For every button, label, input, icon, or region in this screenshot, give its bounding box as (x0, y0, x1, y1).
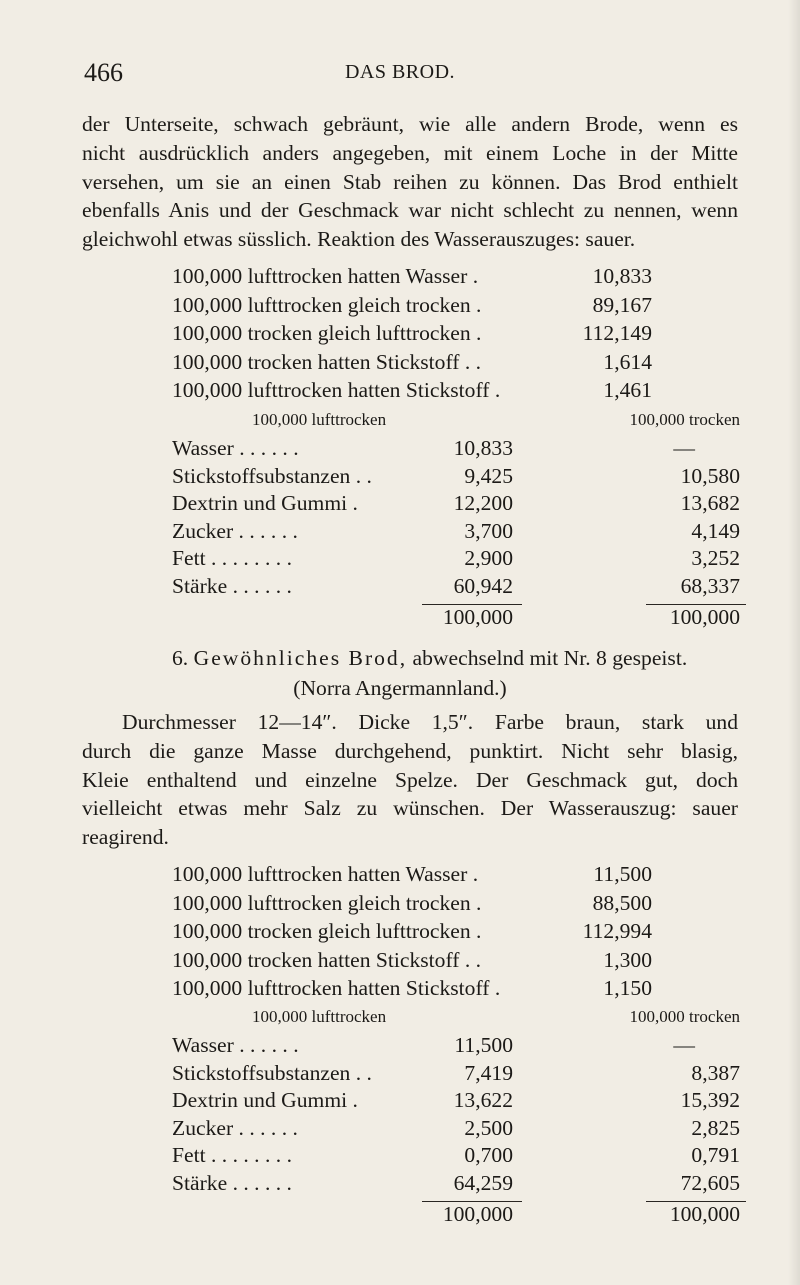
section-heading (172, 646, 687, 671)
value-trocken: 10,580 (680, 463, 740, 488)
values-row (172, 860, 652, 889)
section-title-rest: abwechselnd mit Nr. 8 gespeist. (412, 646, 688, 670)
value-lufttrocken: 12,200 (453, 491, 513, 515)
value-trocken: — (673, 436, 695, 460)
composition-table-2 (172, 1007, 740, 1232)
values-row (172, 946, 652, 975)
row-label: Wasser . . . . . . (172, 1033, 299, 1057)
values-label: 100,000 trocken gleich lufttrocken . (172, 321, 482, 346)
values-label: 100,000 lufttrocken gleich trocken . (172, 890, 482, 915)
values-row (172, 376, 652, 405)
values-row (172, 319, 652, 348)
column-header-trocken: 100,000 trocken (629, 410, 740, 429)
value-trocken: 68,337 (680, 573, 740, 598)
composition-row (172, 436, 740, 464)
values-table-2 (172, 860, 652, 1003)
composition-row (172, 491, 740, 519)
column-header-lufttrocken: 100,000 lufttrocken (252, 1007, 387, 1026)
text-line: Kleie enthaltend und einzelne Spelze. Der Geschmack gut, doch (82, 767, 738, 792)
row-label: Dextrin und Gummi . (172, 1088, 358, 1112)
page-edge-shadow (788, 0, 800, 1285)
value-lufttrocken: 60,942 (453, 573, 513, 598)
section-paragraph (82, 708, 738, 852)
values-number: 112,994 (582, 919, 652, 944)
row-label: Stärke . . . . . . (172, 1170, 292, 1195)
row-label: Wasser . . . . . . (172, 436, 299, 460)
values-number: 1,300 (603, 947, 652, 972)
value-trocken: 13,682 (680, 491, 740, 515)
value-lufttrocken: 64,259 (453, 1170, 513, 1195)
composition-row (172, 1116, 740, 1144)
composition-row (172, 1061, 740, 1089)
composition-row (172, 1088, 740, 1116)
composition-total-row (172, 601, 740, 635)
section-title: Gewöhnliches Brod, (193, 646, 408, 670)
values-number: 11,500 (593, 862, 652, 886)
values-label: 100,000 lufttrocken hatten Stickstoff . (172, 378, 501, 403)
total-lufttrocken: 100,000 (442, 605, 513, 629)
values-label: 100,000 lufttrocken hatten Stickstoff . (172, 976, 501, 1001)
values-row (172, 917, 652, 946)
values-number: 88,500 (592, 890, 652, 915)
values-row (172, 291, 652, 320)
value-trocken: — (673, 1033, 695, 1057)
text-line: der Unterseite, schwach gebräunt, wie alle andern Brode, wenn es (82, 112, 738, 136)
value-lufttrocken: 7,419 (464, 1060, 513, 1085)
values-number: 1,614 (603, 349, 652, 374)
composition-row (172, 519, 740, 547)
values-row (172, 262, 652, 291)
running-title: DAS BROD. (344, 61, 456, 83)
page-number: 466 (84, 58, 123, 87)
composition-row (172, 1171, 740, 1199)
value-lufttrocken: 13,622 (453, 1088, 513, 1112)
value-trocken: 0,791 (691, 1143, 740, 1167)
values-label: 100,000 lufttrocken gleich trocken . (172, 292, 482, 317)
values-label: 100,000 trocken hatten Stickstoff . . (172, 349, 482, 374)
composition-row (172, 1143, 740, 1171)
composition-table-1 (172, 410, 740, 635)
total-lufttrocken: 100,000 (442, 1202, 513, 1226)
column-header-lufttrocken: 100,000 lufttrocken (252, 410, 387, 429)
text-line: ebenfalls Anis und der Geschmack war nicht schlecht zu nennen, wenn (82, 198, 738, 223)
row-label: Fett . . . . . . . . (172, 1143, 292, 1167)
value-trocken: 72,605 (680, 1170, 740, 1195)
value-lufttrocken: 3,700 (464, 518, 513, 543)
values-number: 112,149 (582, 321, 652, 346)
value-lufttrocken: 2,900 (464, 546, 513, 570)
value-lufttrocken: 2,500 (464, 1115, 513, 1140)
values-row (172, 889, 652, 918)
values-table-1 (172, 262, 652, 405)
value-trocken: 2,825 (691, 1115, 740, 1140)
values-row (172, 348, 652, 377)
text-line: nicht ausdrücklich anders angegeben, mit einem Loche in der Mitte (82, 140, 738, 165)
intro-paragraph (82, 110, 738, 254)
value-trocken: 8,387 (691, 1060, 740, 1085)
row-label: Fett . . . . . . . . (172, 546, 292, 570)
text-line: versehen, um sie an einen Stab reihen zu können. Das Brod enthielt (82, 169, 738, 194)
text-line: reagirend. (82, 825, 169, 850)
total-trocken: 100,000 (669, 1202, 740, 1226)
values-label: 100,000 trocken gleich lufttrocken . (172, 919, 482, 944)
text-line: gleichwohl etwas süsslich. Reaktion des Wasserauszuges: sauer. (82, 227, 636, 252)
total-trocken: 100,000 (669, 605, 740, 629)
values-number: 1,461 (603, 378, 652, 403)
values-label: 100,000 trocken hatten Stickstoff . . (172, 947, 482, 972)
composition-row (172, 464, 740, 492)
value-lufttrocken: 0,700 (464, 1143, 513, 1167)
section-subtitle: (Norra Angermannland.) (293, 676, 507, 700)
composition-header (172, 1007, 740, 1033)
row-label: Zucker . . . . . . (172, 518, 298, 543)
text-line: durch die ganze Masse durchgehend, punktirt. Nicht sehr blasig, (82, 738, 738, 763)
text-line: Durchmesser 12—14″. Dicke 1,5″. Farbe braun, stark und (122, 710, 738, 734)
value-lufttrocken: 11,500 (454, 1033, 513, 1057)
value-trocken: 15,392 (680, 1088, 740, 1112)
value-lufttrocken: 9,425 (464, 463, 513, 488)
composition-row (172, 546, 740, 574)
section-number: 6. (172, 646, 189, 670)
value-trocken: 4,149 (691, 518, 740, 543)
row-label: Stickstoffsubstanzen . . (172, 463, 372, 488)
column-header-trocken: 100,000 trocken (629, 1007, 740, 1026)
row-label: Stickstoffsubstanzen . . (172, 1060, 372, 1085)
values-label: 100,000 lufttrocken hatten Wasser . (172, 862, 479, 886)
values-label: 100,000 lufttrocken hatten Wasser . (172, 264, 479, 288)
composition-total-row (172, 1198, 740, 1232)
row-label: Zucker . . . . . . (172, 1115, 298, 1140)
values-number: 10,833 (592, 264, 652, 288)
values-number: 1,150 (603, 976, 652, 1001)
value-trocken: 3,252 (691, 546, 740, 570)
composition-row (172, 1033, 740, 1061)
composition-header (172, 410, 740, 436)
row-label: Stärke . . . . . . (172, 573, 292, 598)
row-label: Dextrin und Gummi . (172, 491, 358, 515)
values-row (172, 974, 652, 1003)
composition-row (172, 574, 740, 602)
text-line: vielleicht etwas mehr Salz zu wünschen. Der Wasserauszug: sauer (82, 796, 738, 821)
value-lufttrocken: 10,833 (453, 436, 513, 460)
values-number: 89,167 (592, 292, 652, 317)
